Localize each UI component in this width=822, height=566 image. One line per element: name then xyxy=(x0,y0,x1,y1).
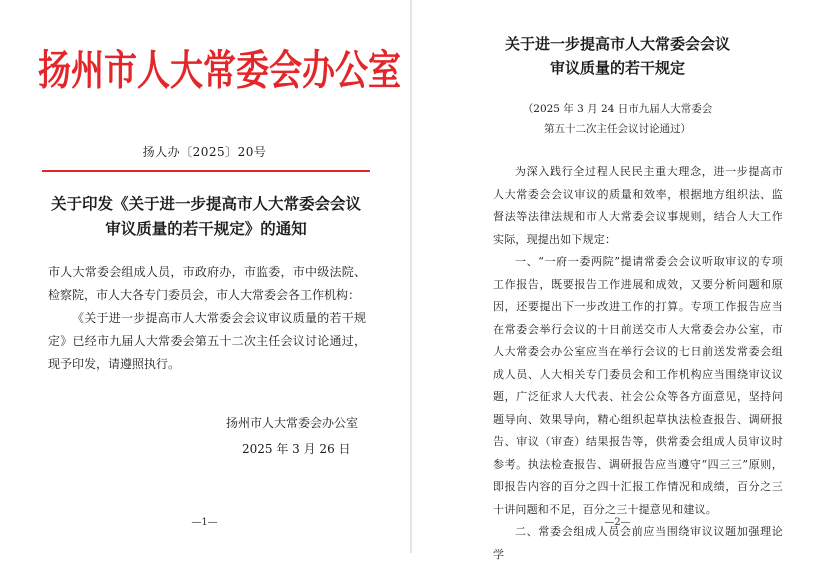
regulation-body xyxy=(493,161,783,566)
left-page xyxy=(0,0,409,553)
signature-date: 2025 年 3 月 26 日 xyxy=(242,442,351,456)
page-gutter xyxy=(410,0,412,553)
notice-title-line: 关于印发《关于进一步提高市人大常委会会议 xyxy=(50,194,361,213)
right-page xyxy=(413,0,822,561)
subtitle-line: （2025 年 3 月 24 日市九届人大常委会 xyxy=(522,103,713,115)
page-number: —1— xyxy=(191,517,218,528)
document-number: 扬人办〔2025〕20号 xyxy=(142,145,267,159)
regulation-title xyxy=(413,32,822,80)
subtitle-line: 第五十二次主任会议讨论通过） xyxy=(544,123,691,135)
regulation-paragraph: 为深入践行全过程人民民主重大理念，进一步提高市人大常委会会议审议的质量和效率，根据地方组织法、监督法等法律法规和市人大常委会议事规则，结合人大工作实际，现提出如下规定： xyxy=(493,165,783,246)
regulation-paragraph: 二、常委会组成人员会前应当围绕审议议题加强理论学 xyxy=(493,525,783,561)
signature-organization: 扬州市人大常委会办公室 xyxy=(226,416,359,430)
notice-title-line: 审议质量的若干规定》的通知 xyxy=(105,219,307,238)
notice-title xyxy=(42,191,370,241)
recipients-paragraph: 市人大常委会组成人员，市政府办，市监委，市中级法院、检察院，市人大各专门委员会，市人大常委会各工作机构： xyxy=(48,265,366,302)
regulation-title-line: 审议质量的若干规定 xyxy=(549,59,685,77)
regulation-subtitle xyxy=(413,99,822,139)
red-divider-line xyxy=(42,170,370,172)
signature-block xyxy=(0,410,409,462)
notice-paragraph: 《关于进一步提高市人大常委会会议审议质量的若干规定》已经市九届人大常委会第五十二次主任会议讨论通过，现予印发，请遵照执行。 xyxy=(48,311,366,371)
notice-body xyxy=(48,261,366,376)
red-letterhead: 扬州市人大常委会办公室 xyxy=(38,45,401,95)
regulation-title-line: 关于进一步提高市人大常委会会议 xyxy=(504,35,730,53)
page-number: —2— xyxy=(604,517,631,528)
regulation-paragraph: 一、“一府一委两院”提请常委会会议听取审议的专项工作报告，既要报告工作进展和成效，又要分析问题和原因，还要提出下一步改进工作的打算。专项工作报告应当在常委会举行会议的十日前送交市人大常委会办公室，市人大常委会办公室应当在举行会议的七日前送发常委会组成人员、人大相关专门委员会和工作机构应当围绕审议议题，广泛征求人大代表、社会公众等各方面意见，坚持问题导向、效果导向，精心组织起草执法检查报告、调研报告、审议（审查）结果报告等，供常委会组成人员审议时参考。执法检查报告、调研报告应当遵守“四三三”原则，即报告内容的百分之四十汇报工作情况和成绩，百分之三十讲问题和不足，百分之三十提意见和建议。 xyxy=(493,255,783,516)
